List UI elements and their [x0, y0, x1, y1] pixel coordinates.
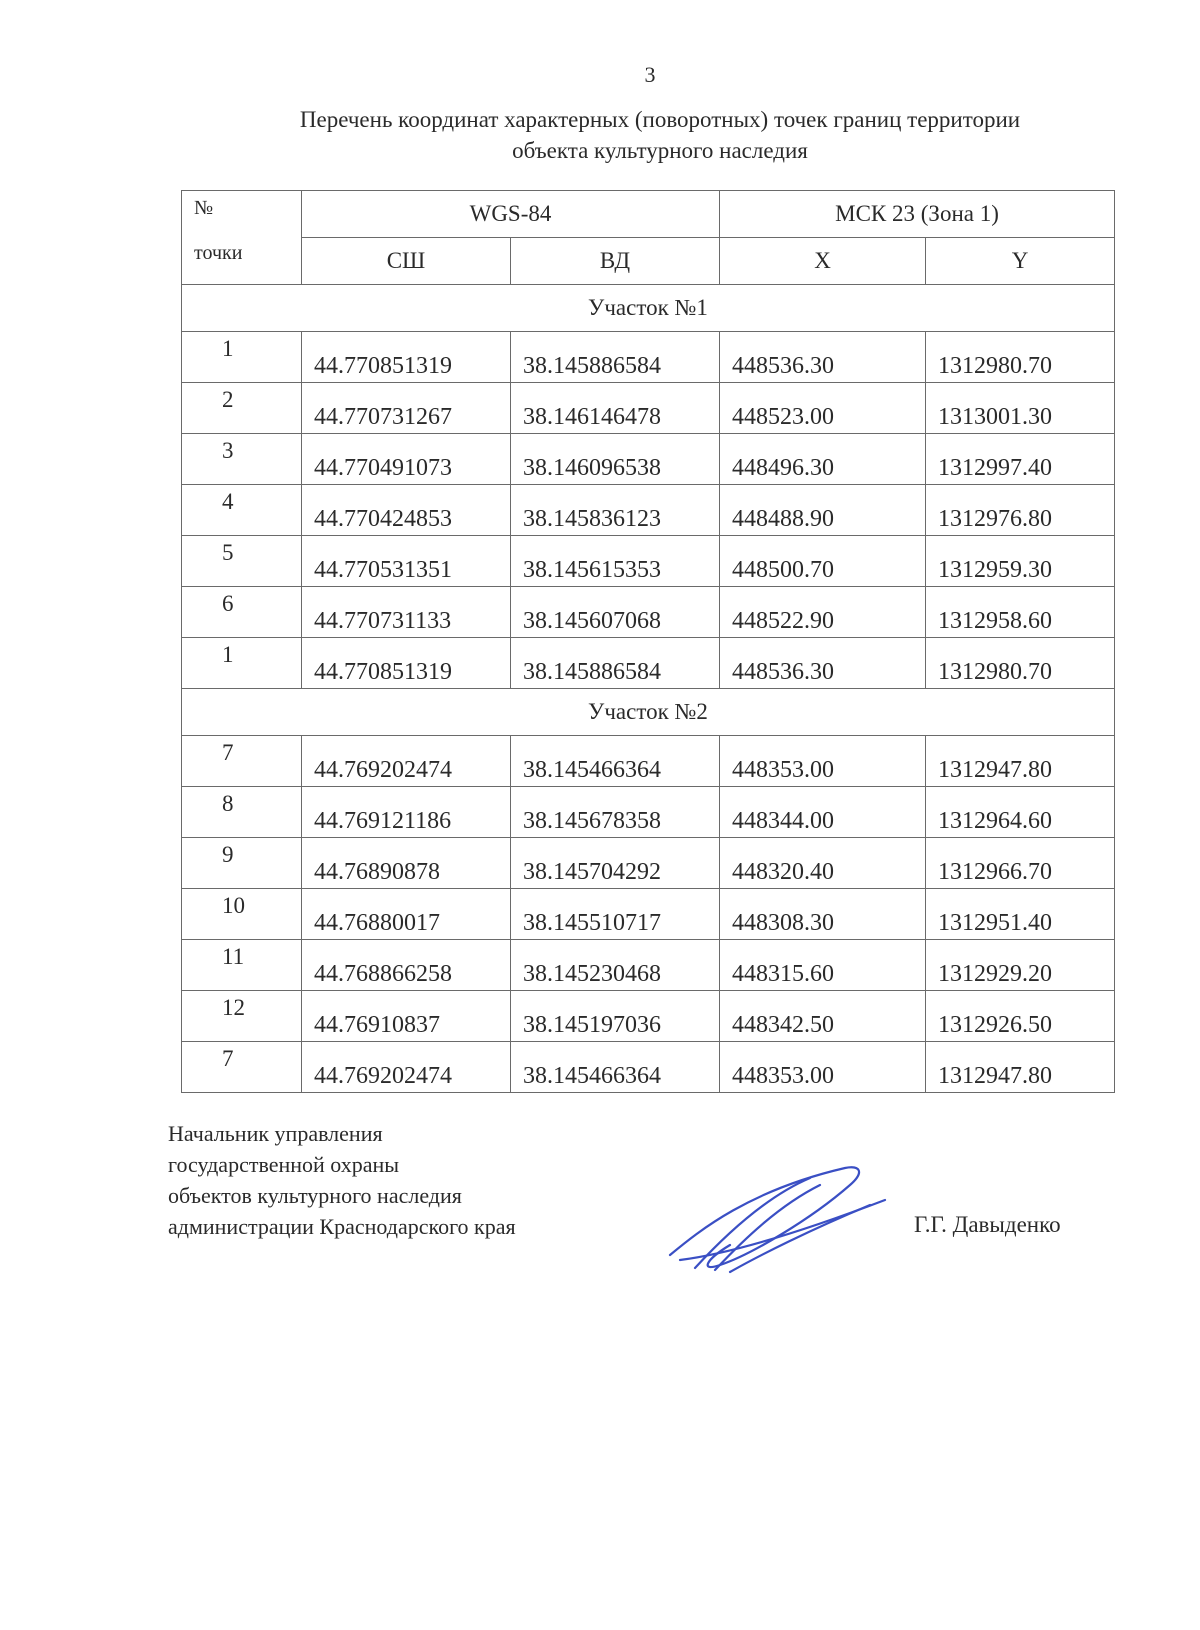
- point-number-cell: 9: [182, 838, 302, 889]
- longitude-cell: 38.145678358: [511, 787, 720, 838]
- signatory-name: Г.Г. Давыденко: [914, 1212, 1061, 1237]
- latitude-cell: 44.76880017: [302, 889, 511, 940]
- x-cell: 448522.90: [720, 587, 926, 638]
- y-cell: 1313001.30: [926, 383, 1115, 434]
- latitude-cell: 44.770491073: [302, 434, 511, 485]
- point-number-cell: 7: [182, 736, 302, 787]
- section-label: Участок №1: [182, 285, 1115, 332]
- handwritten-signature: [660, 1160, 890, 1280]
- latitude-cell: 44.770731133: [302, 587, 511, 638]
- x-cell: 448320.40: [720, 838, 926, 889]
- latitude-cell: 44.768866258: [302, 940, 511, 991]
- point-number-cell: 5: [182, 536, 302, 587]
- table-header-row-1: [182, 191, 1115, 238]
- point-number-cell: 1: [182, 332, 302, 383]
- longitude-cell: 38.145510717: [511, 889, 720, 940]
- header-y: Y: [926, 238, 1115, 285]
- latitude-cell: 44.770531351: [302, 536, 511, 587]
- y-cell: 1312951.40: [926, 889, 1115, 940]
- document-title-line-1: Перечень координат характерных (поворотных) точек границ территории: [299, 107, 1021, 132]
- longitude-cell: 38.145615353: [511, 536, 720, 587]
- section-row: [182, 285, 1115, 332]
- table-header-row-2: [182, 238, 1115, 285]
- longitude-cell: 38.145704292: [511, 838, 720, 889]
- y-cell: 1312947.80: [926, 736, 1115, 787]
- latitude-cell: 44.769202474: [302, 736, 511, 787]
- latitude-cell: 44.769121186: [302, 787, 511, 838]
- longitude-cell: 38.145607068: [511, 587, 720, 638]
- x-cell: 448342.50: [720, 991, 926, 1042]
- table-row: [182, 940, 1115, 991]
- x-cell: 448308.30: [720, 889, 926, 940]
- x-cell: 448496.30: [720, 434, 926, 485]
- table-row: [182, 638, 1115, 689]
- table-row: [182, 736, 1115, 787]
- y-cell: 1312980.70: [926, 332, 1115, 383]
- latitude-cell: 44.770851319: [302, 638, 511, 689]
- y-cell: 1312980.70: [926, 638, 1115, 689]
- point-number-cell: 7: [182, 1042, 302, 1093]
- table-row: [182, 587, 1115, 638]
- latitude-cell: 44.769202474: [302, 1042, 511, 1093]
- table-row: [182, 1042, 1115, 1093]
- x-cell: 448353.00: [720, 736, 926, 787]
- longitude-cell: 38.145197036: [511, 991, 720, 1042]
- table-row: [182, 838, 1115, 889]
- x-cell: 448536.30: [720, 638, 926, 689]
- point-number-cell: 10: [182, 889, 302, 940]
- point-number-cell: 12: [182, 991, 302, 1042]
- longitude-cell: 38.145466364: [511, 736, 720, 787]
- latitude-cell: 44.76890878: [302, 838, 511, 889]
- signatory-position-line-3: объектов культурного наследия: [168, 1183, 462, 1208]
- y-cell: 1312926.50: [926, 991, 1115, 1042]
- latitude-cell: 44.76910837: [302, 991, 511, 1042]
- header-point-number: [182, 191, 302, 285]
- y-cell: 1312997.40: [926, 434, 1115, 485]
- point-number-cell: 6: [182, 587, 302, 638]
- latitude-cell: 44.770851319: [302, 332, 511, 383]
- table-row: [182, 536, 1115, 587]
- header-wgs84: WGS-84: [302, 191, 720, 238]
- x-cell: 448500.70: [720, 536, 926, 587]
- latitude-cell: 44.770731267: [302, 383, 511, 434]
- point-number-cell: 4: [182, 485, 302, 536]
- x-cell: 448344.00: [720, 787, 926, 838]
- section-label: Участок №2: [182, 689, 1115, 736]
- table-row: [182, 787, 1115, 838]
- header-x: X: [720, 238, 926, 285]
- point-number-cell: 2: [182, 383, 302, 434]
- longitude-cell: 38.146096538: [511, 434, 720, 485]
- signatory-position-line-1: Начальник управления: [168, 1121, 383, 1146]
- longitude-cell: 38.145886584: [511, 638, 720, 689]
- longitude-cell: 38.145886584: [511, 332, 720, 383]
- x-cell: 448315.60: [720, 940, 926, 991]
- header-latitude: СШ: [302, 238, 511, 285]
- header-point-number-symbol: №: [194, 197, 214, 219]
- header-msk23: МСК 23 (Зона 1): [720, 191, 1115, 238]
- section-row: [182, 689, 1115, 736]
- table-row: [182, 332, 1115, 383]
- latitude-cell: 44.770424853: [302, 485, 511, 536]
- y-cell: 1312976.80: [926, 485, 1115, 536]
- table-row: [182, 991, 1115, 1042]
- signatory-position: [168, 1118, 516, 1242]
- signatory-position-line-4: администрации Краснодарского края: [168, 1214, 516, 1239]
- y-cell: 1312964.60: [926, 787, 1115, 838]
- header-point-number-label: точки: [194, 242, 243, 264]
- longitude-cell: 38.146146478: [511, 383, 720, 434]
- y-cell: 1312947.80: [926, 1042, 1115, 1093]
- y-cell: 1312958.60: [926, 587, 1115, 638]
- y-cell: 1312966.70: [926, 838, 1115, 889]
- signatory-position-line-2: государственной охраны: [168, 1152, 400, 1177]
- point-number-cell: 1: [182, 638, 302, 689]
- point-number-cell: 8: [182, 787, 302, 838]
- table-row: [182, 383, 1115, 434]
- x-cell: 448523.00: [720, 383, 926, 434]
- x-cell: 448488.90: [720, 485, 926, 536]
- coordinates-table: [181, 190, 1115, 1093]
- y-cell: 1312959.30: [926, 536, 1115, 587]
- longitude-cell: 38.145230468: [511, 940, 720, 991]
- y-cell: 1312929.20: [926, 940, 1115, 991]
- document-title-line-2: объекта культурного наследия: [512, 138, 808, 163]
- page-number: 3: [644, 62, 656, 87]
- x-cell: 448536.30: [720, 332, 926, 383]
- table-row: [182, 434, 1115, 485]
- header-longitude: ВД: [511, 238, 720, 285]
- table-row: [182, 485, 1115, 536]
- x-cell: 448353.00: [720, 1042, 926, 1093]
- longitude-cell: 38.145466364: [511, 1042, 720, 1093]
- longitude-cell: 38.145836123: [511, 485, 720, 536]
- table-row: [182, 889, 1115, 940]
- point-number-cell: 3: [182, 434, 302, 485]
- point-number-cell: 11: [182, 940, 302, 991]
- document-title: [160, 104, 1160, 166]
